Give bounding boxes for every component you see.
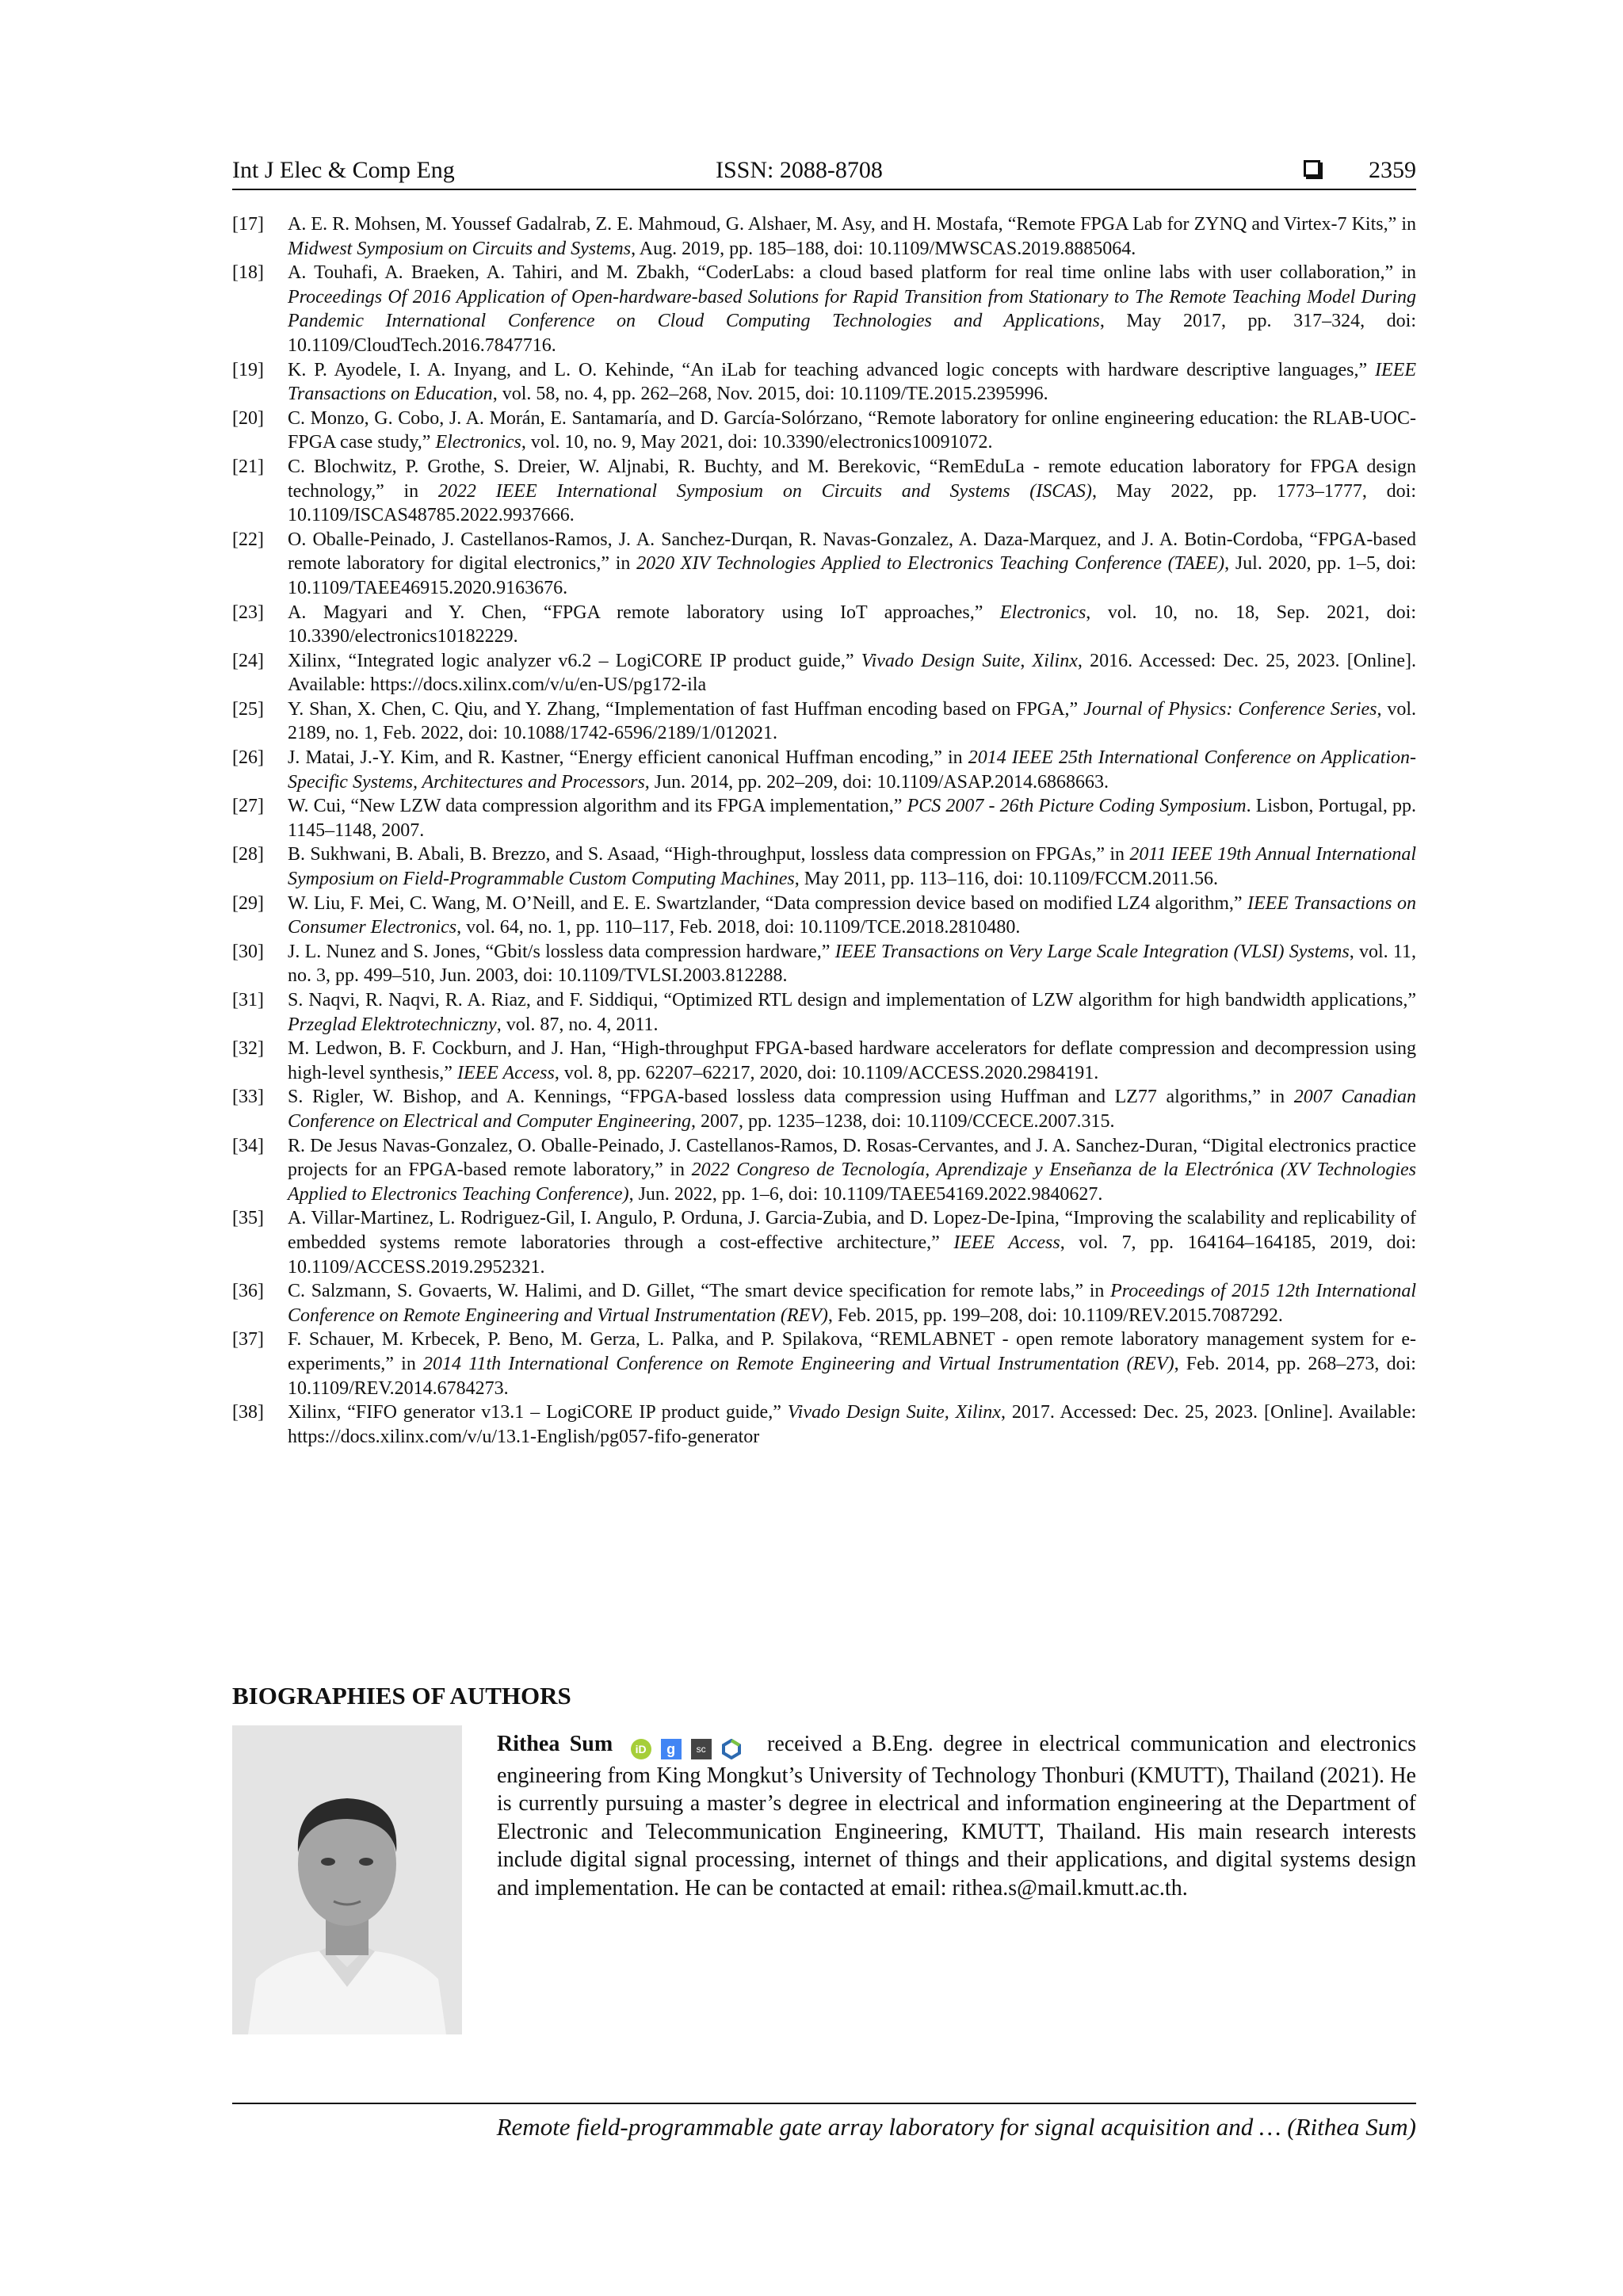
journal-name: Int J Elec & Comp Eng — [232, 157, 455, 183]
reference-number: [22] — [232, 529, 264, 550]
reference-text: Xilinx, “FIFO generator v13.1 – LogiCORE IP product guide,” Vivado Design Suite, Xilinx, 2017. Accessed: Dec. 25, 2023. [Online]. Available: https://docs.xilinx.com/v/u/13.1-English/pg057-fifo-generator — [288, 1402, 1417, 1447]
reference-number: [30] — [232, 941, 264, 962]
reference-text: C. Blochwitz, P. Grothe, S. Dreier, W. Aljnabi, R. Buchty, and M. Berekovic, “RemEduLa - remote education laboratory for FPGA design technology,” in 2022 IEEE International Symposium on Circuits and Systems (ISCAS), May 2022, pp. 1773–1777, doi: 10.1109/ISCAS48785.2022.9937666. — [288, 456, 1417, 526]
issn: ISSN: 2088-8708 — [716, 157, 883, 183]
reference-number: [17] — [232, 214, 264, 235]
reference-number: [25] — [232, 698, 264, 720]
reference-text: M. Ledwon, B. F. Cockburn, and J. Han, “High-throughput FPGA-based hardware accelerators for deflate compression and decompression using high-level synthesis,” IEEE Access, vol. 8, pp. 62207–62217, 2020, doi: 10.1109/ACCESS.2020.2984191. — [288, 1038, 1416, 1083]
reference-number: [23] — [232, 602, 264, 623]
reference-text: B. Sukhwani, B. Abali, B. Brezzo, and S. Asaad, “High-throughput, lossless data compression on FPGAs,” in 2011 IEEE 19th Annual International Symposium on Field-Programmable Custom Computing Machines, May 2011, pp. 113–116, doi: 10.1109/FCCM.2011.56. — [288, 844, 1416, 890]
reference-item — [232, 601, 1416, 649]
reference-text: A. Touhafi, A. Braeken, A. Tahiri, and M. Zbakh, “CoderLabs: a cloud based platform for real time online labs with user collaboration,” in Proceedings Of 2016 Application of Open-hardware-based Solutions for Rapid Transition from Stationary to The Remote Teaching Model During Pandemic International Conference on Cloud Computing Technologies and Applications, May 2017, pp. 317–324, doi: 10.1109/CloudTech.2016.7847716. — [288, 262, 1417, 356]
reference-item — [232, 697, 1416, 746]
reference-text: C. Salzmann, S. Govaerts, W. Halimi, and D. Gillet, “The smart device specification for remote labs,” in Proceedings of 2015 12th International Conference on Remote Engineering and Virtual Instrumentation (REV), Feb. 2015, pp. 199–208, doi: 10.1109/REV.2015.7087292. — [288, 1281, 1416, 1326]
author-bio-text: received a B.Eng. degree in electrical communication and electronics engineering from King Mongkut’s University of Technology Thonburi (KMUTT), Thailand (2021). He is currently pursuing a master’s degree in electrical and information engineering at the Department of Electronic and Telecommunication Engineering, KMUTT, Thailand. His main research interests include digital signal processing, internet of things and their applications, and digital systems design and implementation. He can be contacted at email: rithea.s@mail.kmutt.ac.th. — [497, 1732, 1417, 1901]
reference-item — [232, 358, 1416, 407]
reference-number: [29] — [232, 892, 264, 914]
reference-number: [38] — [232, 1402, 264, 1423]
reference-number: [20] — [232, 407, 264, 429]
author-profile-icons — [631, 1733, 751, 1762]
reference-text: S. Naqvi, R. Naqvi, R. A. Riaz, and F. Siddiqui, “Optimized RTL design and implementation of LZW algorithm for high bandwidth applications,” Przeglad Elektrotechniczny, vol. 87, no. 4, 2011. — [288, 990, 1416, 1035]
reference-number: [36] — [232, 1281, 264, 1302]
reference-number: [26] — [232, 747, 264, 769]
reference-text: J. Matai, J.-Y. Kim, and R. Kastner, “Energy efficient canonical Huffman encoding,” in 2014 IEEE 25th International Conference on Application-Specific Systems, Architectures and Processors, Jun. 2014, pp. 202–209, doi: 10.1109/ASAP.2014.6868663. — [288, 747, 1417, 793]
reference-item — [232, 940, 1416, 988]
reference-item — [232, 794, 1416, 842]
reference-text: K. P. Ayodele, I. A. Inyang, and L. O. Kehinde, “An iLab for teaching advanced logic concepts with hardware descriptive languages,” IEEE Transactions on Education, vol. 58, no. 4, pp. 262–268, Nov. 2015, doi: 10.1109/TE.2015.2395996. — [288, 359, 1416, 405]
reference-number: [33] — [232, 1087, 264, 1108]
reference-number: [34] — [232, 1135, 264, 1156]
reference-item — [232, 455, 1416, 528]
reference-item — [232, 212, 1416, 261]
reference-number: [21] — [232, 456, 264, 477]
reference-text: A. E. R. Mohsen, M. Youssef Gadalrab, Z. E. Mahmoud, G. Alshaer, M. Asy, and H. Mostafa, “Remote FPGA Lab for ZYNQ and Virtex-7 Kits,” in Midwest Symposium on Circuits and Systems, Aug. 2019, pp. 185–188, doi: 10.1109/MWSCAS.2019.8885064. — [288, 214, 1416, 259]
reference-text: R. De Jesus Navas-Gonzalez, O. Oballe-Peinado, J. Castellanos-Ramos, D. Rosas-Cervantes, and J. A. Sanchez-Duran, “Digital electronics practice projects for an FPGA-based remote laboratory,” in 2022 Congreso de Tecnología, Aprendizaje y Enseñanza de la Electrónica (XV Technologies Applied to Electronics Teaching Conference), Jun. 2022, pp. 1–6, doi: 10.1109/TAEE54169.2022.9840627. — [288, 1135, 1417, 1205]
reference-text: J. L. Nunez and S. Jones, “Gbit/s lossless data compression hardware,” IEEE Transactions on Very Large Scale Integration (VLSI) Systems, vol. 11, no. 3, pp. 499–510, Jun. 2003, doi: 10.1109/TVLSI.2003.812288. — [288, 941, 1417, 987]
reference-item — [232, 1085, 1416, 1133]
author-biography — [497, 1730, 1416, 1902]
footer-rule — [232, 2103, 1416, 2104]
header-rule — [232, 189, 1416, 190]
reference-text: Xilinx, “Integrated logic analyzer v6.2 – LogiCORE IP product guide,” Vivado Design Suite, Xilinx, 2016. Accessed: Dec. 25, 2023. [Online]. Available: https://docs.xilinx.com/v/u/en-US/pg172-ila — [288, 650, 1417, 696]
biographies-heading: BIOGRAPHIES OF AUTHORS — [232, 1682, 571, 1710]
reference-number: [32] — [232, 1038, 264, 1060]
reference-item — [232, 1328, 1416, 1400]
reference-number: [18] — [232, 262, 264, 284]
reference-item — [232, 528, 1416, 601]
reference-item — [232, 1037, 1416, 1085]
reference-text: A. Magyari and Y. Chen, “FPGA remote laboratory using IoT approaches,” Electronics, vol. 10, no. 18, Sep. 2021, doi: 10.3390/electronics10182229. — [288, 602, 1416, 648]
reference-item — [232, 1400, 1416, 1449]
reference-item — [232, 261, 1416, 357]
orcid-icon[interactable]: iD — [631, 1739, 651, 1759]
reference-item — [232, 1206, 1416, 1279]
square-bullet-icon — [1304, 160, 1320, 177]
reference-text: W. Cui, “New LZW data compression algorithm and its FPGA implementation,” PCS 2007 - 26th Picture Coding Symposium. Lisbon, Portugal, pp. 1145–1148, 2007. — [288, 796, 1417, 841]
author-photo — [232, 1725, 462, 2034]
reference-number: [28] — [232, 844, 264, 865]
reference-text: C. Monzo, G. Cobo, J. A. Morán, E. Santamaría, and D. García-Solórzano, “Remote laboratory for online engineering education: the RLAB-UOC-FPGA case study,” Electronics, vol. 10, no. 9, May 2021, doi: 10.3390/electronics10091072. — [288, 407, 1416, 453]
page-footer: Remote field-programmable gate array laboratory for signal acquisition and … (Rithea Sum) — [496, 2113, 1416, 2141]
reference-item — [232, 746, 1416, 794]
reference-item — [232, 1279, 1416, 1328]
page-number: 2359 — [1369, 157, 1416, 183]
reference-item — [232, 649, 1416, 697]
scopus-icon[interactable]: sc — [691, 1739, 712, 1759]
reference-item — [232, 988, 1416, 1037]
reference-text: A. Villar-Martinez, L. Rodriguez-Gil, I. Angulo, P. Orduna, J. Garcia-Zubia, and D. Lopez-De-Ipina, “Improving the scalability and replicability of embedded systems remote laboratories through a cost-effective architecture,” IEEE Access, vol. 7, pp. 164164–164185, 2019, doi: 10.1109/ACCESS.2019.2952321. — [288, 1208, 1416, 1278]
reference-number: [24] — [232, 650, 264, 671]
reference-text: Y. Shan, X. Chen, C. Qiu, and Y. Zhang, “Implementation of fast Huffman encoding based on FPGA,” Journal of Physics: Conference Series, vol. 2189, no. 1, Feb. 2022, doi: 10.1088/1742-6596/2189/1/012021. — [288, 698, 1417, 744]
reference-item — [232, 1134, 1416, 1207]
reference-number: [31] — [232, 990, 264, 1010]
reference-text: F. Schauer, M. Krbecek, P. Beno, M. Gerza, L. Palka, and P. Spilakova, “REMLABNET - open remote laboratory management system for e-experiments,” in 2014 11th International Conference on Remote Engineering and Virtual Instrumentation (REV), Feb. 2014, pp. 268–273, doi: 10.1109/REV.2014.6784273. — [288, 1329, 1416, 1399]
reference-number: [35] — [232, 1208, 264, 1229]
reference-item — [232, 892, 1416, 940]
google-scholar-icon[interactable]: g — [661, 1739, 682, 1759]
reference-number: [19] — [232, 359, 264, 380]
reference-list — [232, 212, 1416, 1449]
page-header — [232, 155, 1416, 189]
reference-text: W. Liu, F. Mei, C. Wang, M. O’Neill, and E. E. Swartzlander, “Data compression device based on modified LZ4 algorithm,” IEEE Transactions on Consumer Electronics, vol. 64, no. 1, pp. 110–117, Feb. 2018, doi: 10.1109/TCE.2018.2810480. — [288, 892, 1416, 938]
reference-item — [232, 842, 1416, 891]
reference-item — [232, 407, 1416, 455]
publons-icon[interactable] — [721, 1739, 742, 1759]
author-name: Rithea Sum — [497, 1732, 613, 1756]
reference-number: [27] — [232, 796, 264, 817]
reference-text: O. Oballe-Peinado, J. Castellanos-Ramos, J. A. Sanchez-Durqan, R. Navas-Gonzalez, A. Daza-Marquez, and J. A. Botin-Cordoba, “FPGA-based remote laboratory for digital electronics,” in 2020 XIV Technologies Applied to Electronics Teaching Conference (TAEE), Jul. 2020, pp. 1–5, doi: 10.1109/TAEE46915.2020.9163676. — [288, 529, 1416, 598]
reference-text: S. Rigler, W. Bishop, and A. Kennings, “FPGA-based lossless data compression using Huffman and LZ77 algorithms,” in 2007 Canadian Conference on Electrical and Computer Engineering, 2007, pp. 1235–1238, doi: 10.1109/CCECE.2007.315. — [288, 1087, 1416, 1132]
reference-number: [37] — [232, 1329, 264, 1350]
